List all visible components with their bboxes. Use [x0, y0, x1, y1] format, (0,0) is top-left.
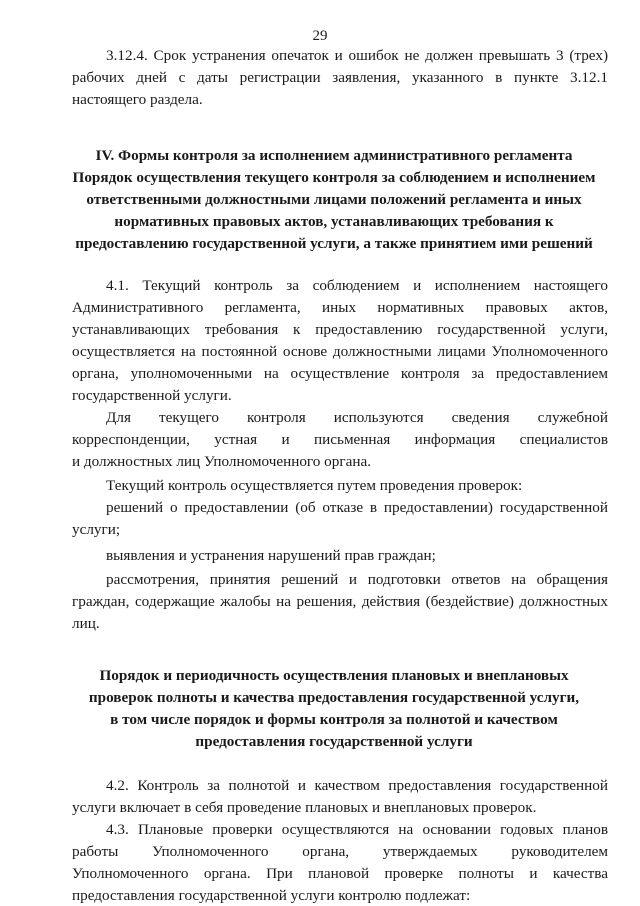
section-heading-line: Порядок и периодичность осуществления плановых и внеплановых — [99, 667, 569, 684]
paragraph-line: выявления и устранения нарушений прав граждан; — [106, 547, 436, 564]
paragraph-line: устанавливающих требования к предоставлению государственной услуги, — [72, 321, 608, 338]
paragraph-line: предоставления государственной услуги контролю подлежат: — [72, 887, 471, 904]
paragraph-line: осуществляется на постоянной основе должностными лицами Уполномоченного — [72, 343, 608, 360]
paragraph-line: государственной услуги. — [72, 387, 232, 404]
paragraph-line: услуги включает в себя проведение плановых и внеплановых проверок. — [72, 799, 537, 816]
section-heading-line: в том числе порядок и формы контроля за полнотой и качеством — [110, 711, 558, 728]
paragraph-line: 3.12.4. Срок устранения опечаток и ошибок не должен превышать 3 (трех) — [106, 47, 608, 64]
paragraph-line: лиц. — [72, 615, 100, 632]
paragraph-line: и должностных лиц Уполномоченного органа. — [72, 453, 372, 470]
paragraph-line: рабочих дней с даты регистрации заявления, указанного в пункте 3.12.1 — [72, 69, 608, 86]
paragraph-line: Уполномоченного органа. При плановой проверке полноты и качества — [72, 865, 608, 882]
section-heading-line: Порядок осуществления текущего контроля за соблюдением и исполнением — [72, 169, 596, 186]
section-heading-line: проверок полноты и качества предоставления государственной услуги, — [88, 689, 580, 706]
paragraph-line: рассмотрения, принятия решений и подготовки ответов на обращения — [106, 571, 608, 588]
paragraph-line: настоящего раздела. — [72, 91, 203, 108]
paragraph-line: органа, уполномоченными на осуществление контроля за предоставлением — [72, 365, 608, 382]
section-heading-line: ответственными должностными лицами положений регламента и иных — [86, 191, 582, 208]
paragraph-line: решений о предоставлении (об отказе в предоставлении) государственной — [106, 499, 608, 516]
paragraph-line: 4.2. Контроль за полнотой и качеством предоставления государственной — [106, 777, 608, 794]
paragraph-line: Текущий контроль осуществляется путем проведения проверок: — [106, 477, 523, 494]
paragraph-line: 4.1. Текущий контроль за соблюдением и исполнением настоящего — [106, 277, 608, 294]
paragraph-line: услуги; — [72, 521, 121, 538]
paragraph-line: Административного регламента, иных нормативных правовых актов, — [72, 299, 608, 316]
paragraph-line: работы Уполномоченного органа, утверждаемых руководителем — [72, 843, 608, 860]
paragraph-line: граждан, содержащие жалобы на решения, действия (бездействие) должностных — [72, 593, 608, 610]
paragraph-line: Для текущего контроля используются сведения служебной — [106, 409, 608, 426]
paragraph-line: 4.3. Плановые проверки осуществляются на основании годовых планов — [106, 821, 608, 838]
section-heading-line: нормативных правовых актов, устанавливающих требования к — [114, 213, 554, 230]
section-heading-line: предоставления государственной услуги — [195, 733, 473, 750]
section-heading-line: IV. Формы контроля за исполнением административного регламента — [95, 147, 573, 164]
section-heading-line: предоставлению государственной услуги, а также принятием ими решений — [75, 235, 593, 252]
paragraph-line: корреспонденции, устная и письменная информация специалистов — [72, 431, 608, 448]
page-number: 29 — [312, 28, 328, 44]
